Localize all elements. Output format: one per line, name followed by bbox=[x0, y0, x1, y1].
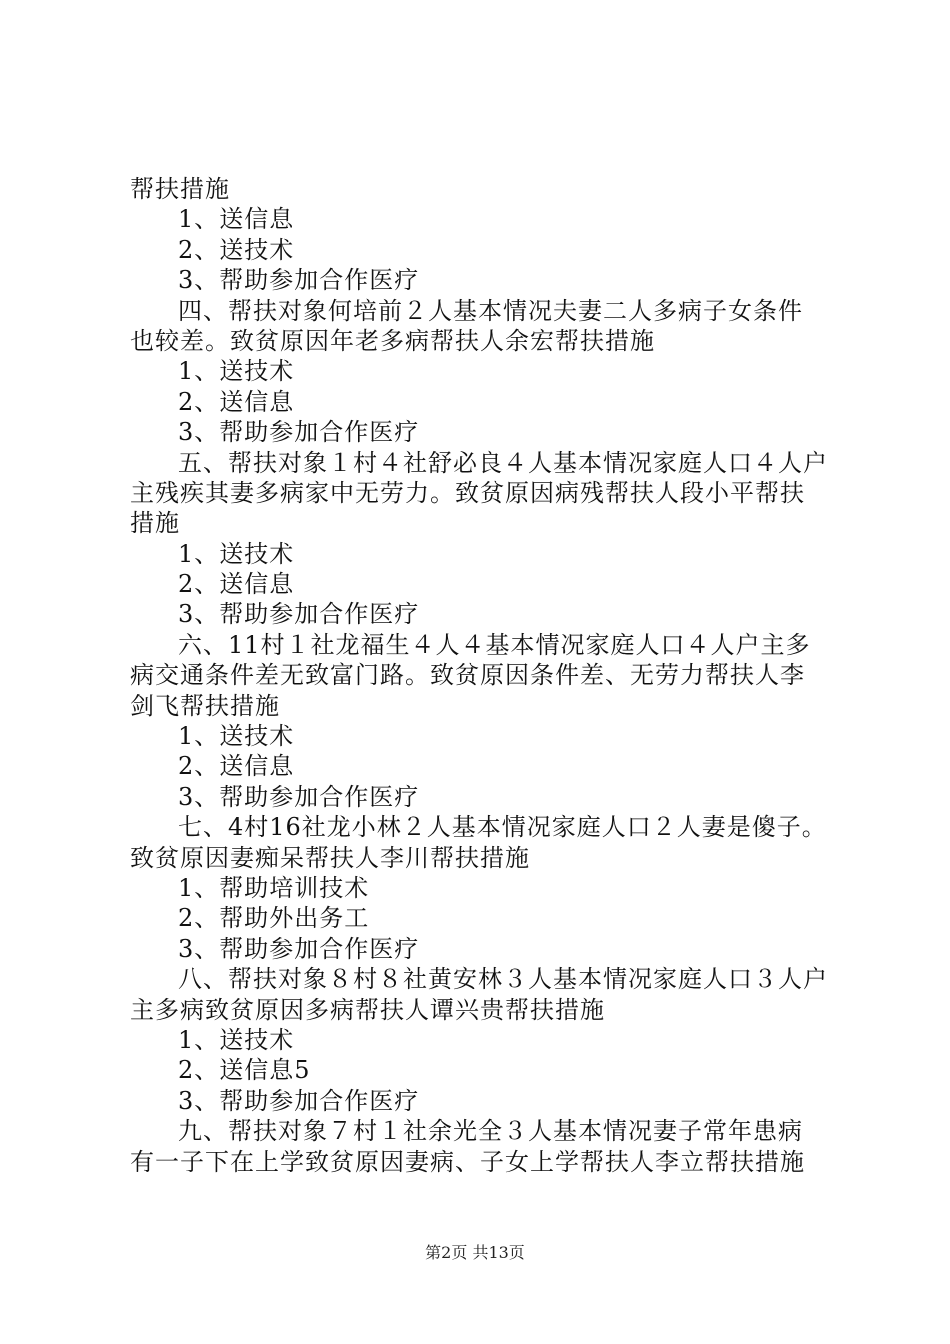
text-line: 1、送技术 bbox=[178, 722, 295, 751]
text-line: 2、帮助外出务工 bbox=[178, 904, 370, 933]
text-line: 3、帮助参加合作医疗 bbox=[178, 600, 420, 629]
text-line: 2、送信息 bbox=[178, 387, 295, 416]
page-footer: 第2页 共13页 bbox=[425, 1243, 525, 1262]
text-line: 五、帮扶对象１村４社舒必良４人基本情况家庭人口４人户 bbox=[178, 448, 828, 477]
text-line: 1、送技术 bbox=[178, 1025, 295, 1054]
text-line: 3、帮助参加合作医疗 bbox=[178, 1086, 420, 1115]
document-body bbox=[130, 174, 840, 1177]
text-line: 1、送技术 bbox=[178, 357, 295, 386]
text-line: 措施 bbox=[130, 509, 180, 538]
text-line: 主残疾其妻多病家中无劳力。致贫原因病残帮扶人段小平帮扶 bbox=[130, 478, 805, 507]
text-line: 3、帮助参加合作医疗 bbox=[178, 934, 420, 963]
text-line: 八、帮扶对象８村８社黄安林３人基本情况家庭人口３人户 bbox=[178, 965, 828, 994]
text-line: 3、帮助参加合作医疗 bbox=[178, 782, 420, 811]
text-line: 1、送技术 bbox=[178, 539, 295, 568]
text-line: 四、帮扶对象何培前２人基本情况夫妻二人多病子女条件 bbox=[178, 296, 803, 325]
text-line: 七、4村16社龙小林２人基本情况家庭人口２人妻是傻子。 bbox=[178, 813, 827, 842]
text-line: 主多病致贫原因多病帮扶人谭兴贵帮扶措施 bbox=[130, 995, 605, 1024]
text-line: 2、送技术 bbox=[178, 235, 295, 264]
text-line: 也较差。致贫原因年老多病帮扶人余宏帮扶措施 bbox=[130, 326, 655, 355]
text-line: 六、11村１社龙福生４人４基本情况家庭人口４人户主多 bbox=[178, 630, 811, 659]
text-line: 3、帮助参加合作医疗 bbox=[178, 418, 420, 447]
text-line: 2、送信息5 bbox=[178, 1056, 311, 1085]
text-line: 帮扶措施 bbox=[130, 175, 230, 203]
text-line: 九、帮扶对象７村１社余光全３人基本情况妻子常年患病 bbox=[178, 1117, 803, 1146]
text-line: 3、帮助参加合作医疗 bbox=[178, 266, 420, 295]
text-line: 2、送信息 bbox=[178, 752, 295, 781]
text-line: 致贫原因妻痴呆帮扶人李川帮扶措施 bbox=[130, 843, 530, 872]
text-line: 2、送信息 bbox=[178, 570, 295, 599]
text-line: 病交通条件差无致富门路。致贫原因条件差、无劳力帮扶人李 bbox=[130, 661, 805, 690]
text-line: 有一子下在上学致贫原因妻病、子女上学帮扶人李立帮扶措施 bbox=[130, 1147, 805, 1176]
text-line: 1、帮助培训技术 bbox=[178, 873, 370, 902]
text-line: 剑飞帮扶措施 bbox=[130, 691, 280, 720]
text-line: 1、送信息 bbox=[178, 205, 295, 234]
